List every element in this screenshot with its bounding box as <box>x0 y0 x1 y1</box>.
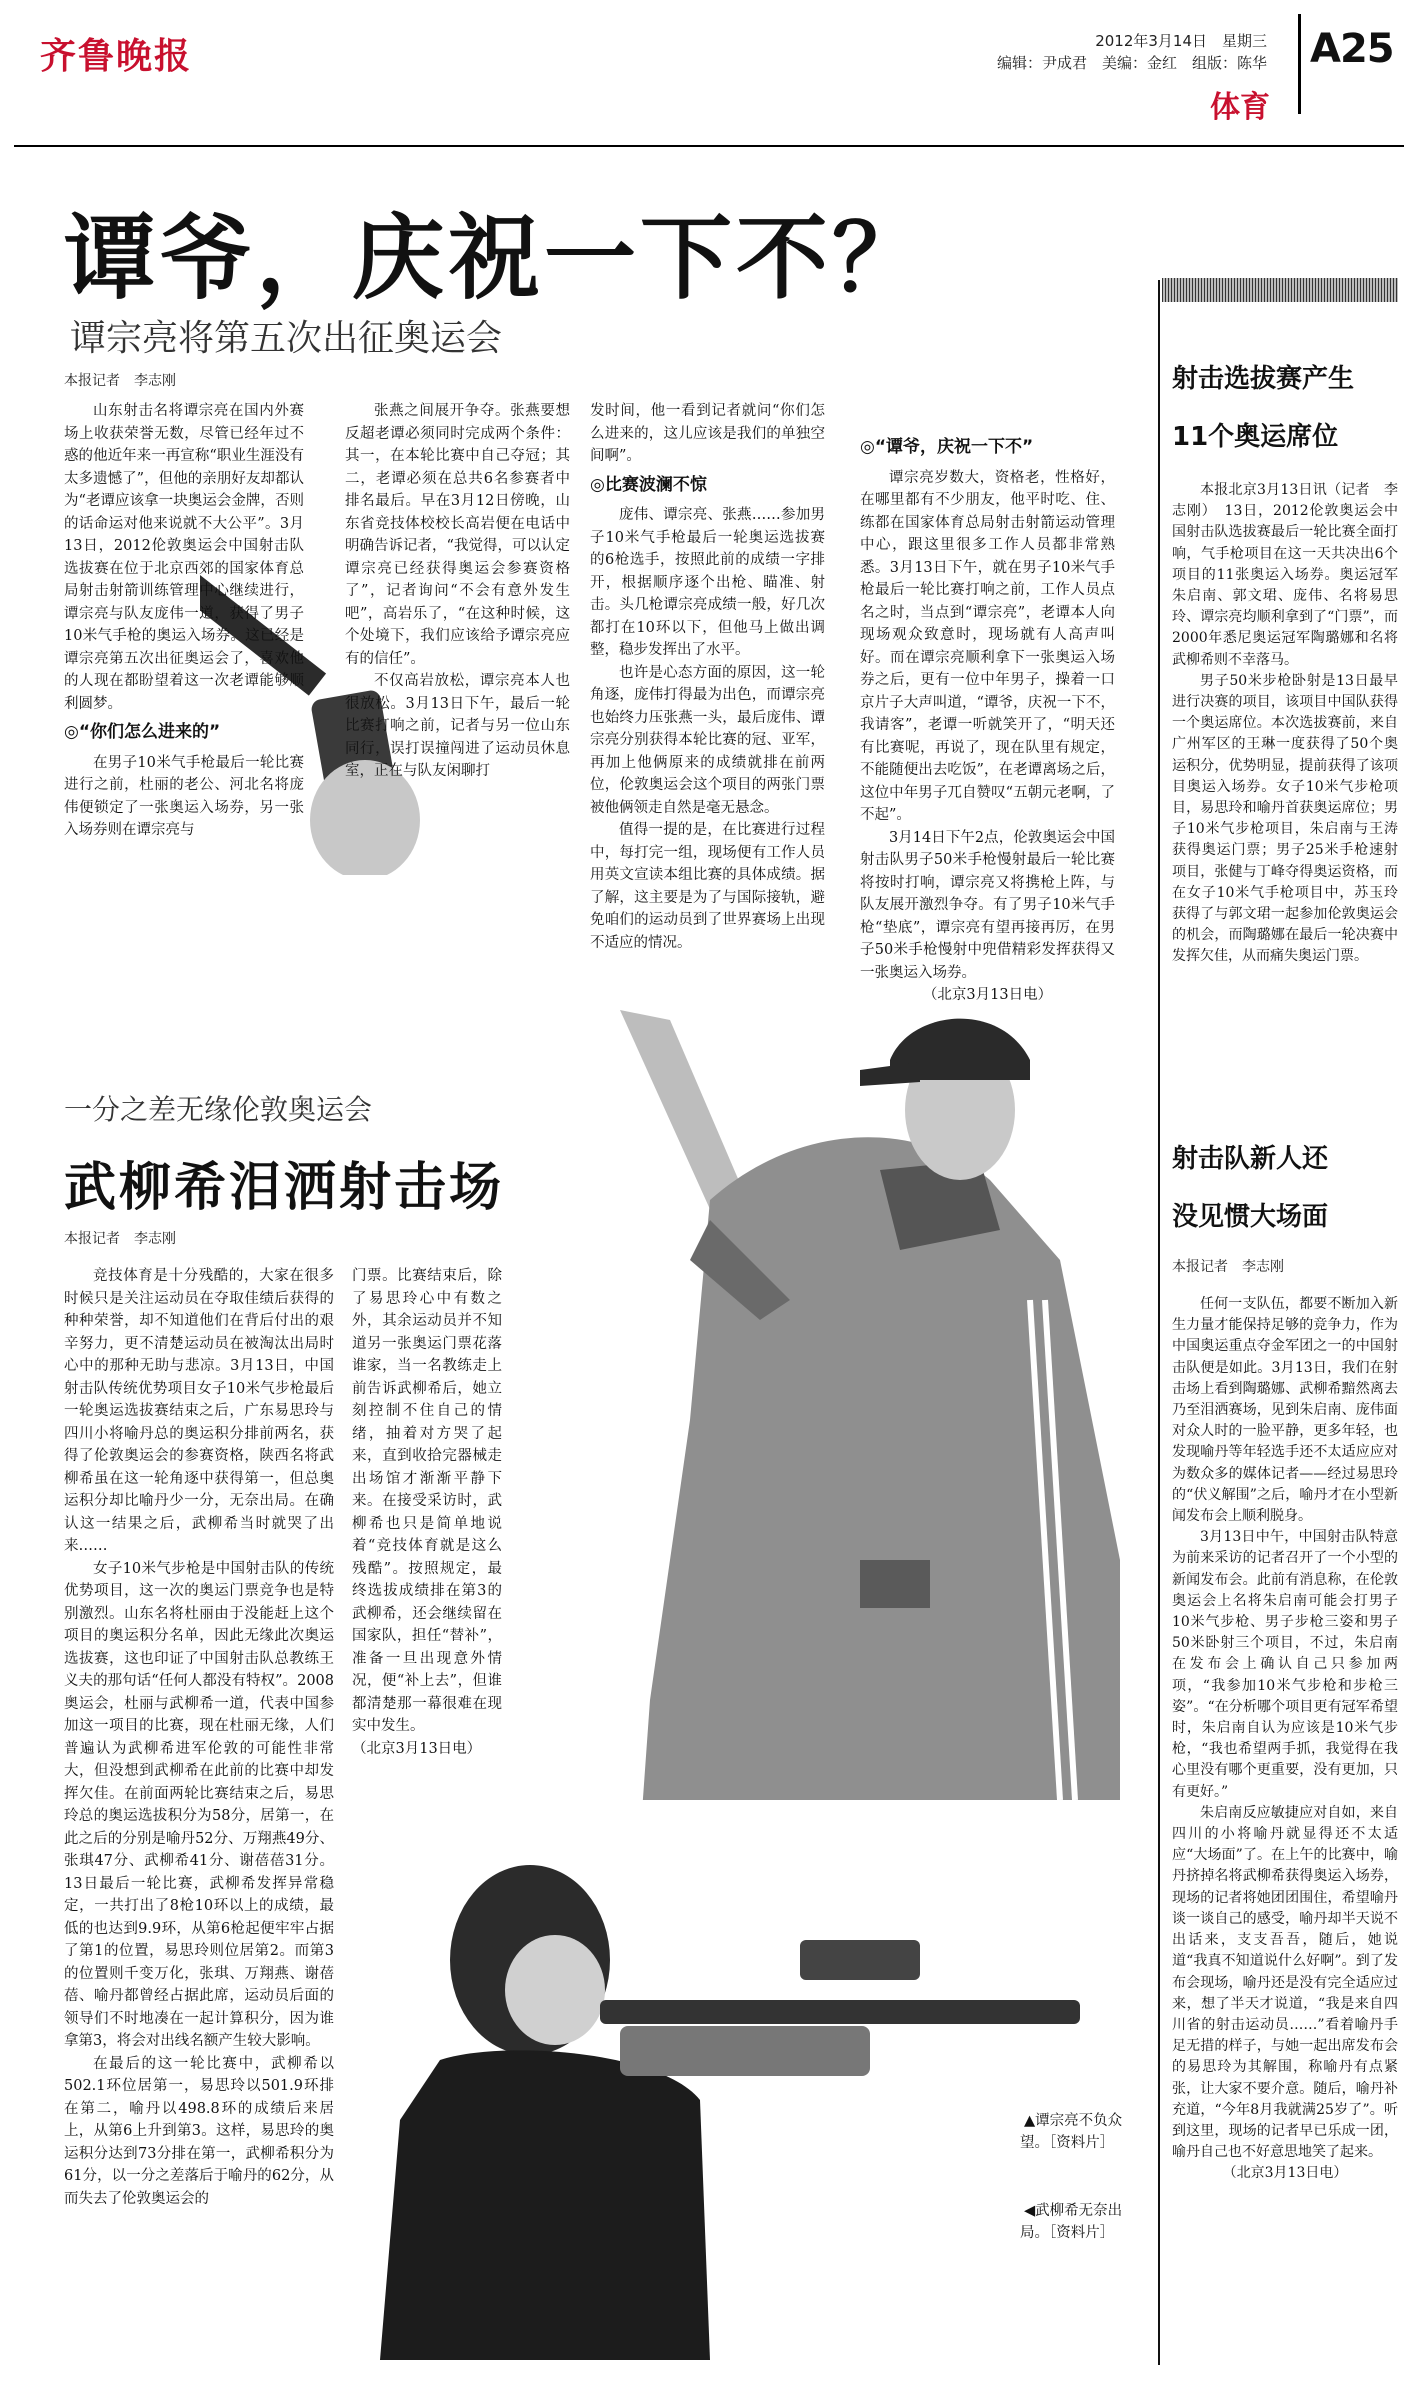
article1-column-4 <box>860 430 1115 1007</box>
dateline: （北京3月13日电） <box>352 1740 482 1757</box>
sidebar-story-1 <box>1172 350 1398 968</box>
paragraph: 不仅高岩放松，谭宗亮本人也很放松。3月13日下午，最后一轮比赛打响之前，记者与另一位山东同行，误打误撞闯进了运动员休息室，正在与队友闲聊打 <box>345 673 570 779</box>
article2-byline: 本报记者 李志刚 <box>64 1231 176 1247</box>
dateline: （北京3月13日电） <box>1222 2165 1348 2182</box>
staff-line: 编辑：尹成君 美编：金红 组版：陈华 <box>996 54 1267 72</box>
paragraph: 也许是心态方面的原因，这一轮角逐，庞伟打得最为出色，而谭宗亮也始终力压张燕一头，最后庞伟、谭宗亮分别获得本轮比赛的冠、亚军，再加上他俩原来的成绩就排在前两位，伦敦奥运会这个项目的两张门票被他俩领走自然是毫无悬念。 <box>590 664 825 816</box>
newspaper-logo: 齐鲁晚报 <box>40 35 193 77</box>
sidebar-body <box>1172 1294 1398 2185</box>
paragraph: 竞技体育是十分残酷的，大家在很多时候只是关注运动员在夺取佳绩后获得的种种荣誉，却不知道他们在背后付出的艰辛努力，更不清楚运动员在被淘汰出局时心中的那种无助与悲凉。3月13日，中国射击队传统优势项目女子10米气步枪最后一轮奥运选拔赛结束之后，广东易思玲与四川小将喻丹总的奥运积分排前两名，获得了伦敦奥运会的参赛资格，陕西名将武柳希虽在这一轮角逐中获得第一，但总奥运积分却比喻丹少一分，无奈出局。在确认这一结果之后，武柳希当时就哭了出来…… <box>64 1268 334 1554</box>
sidebar-body <box>1172 480 1398 968</box>
paragraph: 3月13日中午，中国射击队特意为前来采访的记者召开了一个小型的新闻发布会。此前有消息称，在伦敦奥运会上名将朱启南可能会打男子10米气步枪、男子步枪三姿和男子50米卧射三个项目，不过，朱启南在发布会上确认自己只参加两项，“我参加10米气步枪和步枪三姿”。“在分析哪个项目更有冠军希望时，朱启南自认为应该是10米气步枪，“我也希望两手抓，我觉得在我心里没有哪个更重要，没有更加，只有更好。” <box>1172 1529 1398 1800</box>
sidebar-pattern-bar <box>1162 278 1398 302</box>
paragraph: 发时间，他一看到记者就问“你们怎么进来的，这儿应该是我们的单独空间啊”。 <box>590 403 825 464</box>
date-line: 2012年3月14日 星期三 <box>1095 32 1267 50</box>
article2-kicker: 一分之差无缘伦敦奥运会 <box>64 1093 373 1126</box>
paragraph: 3月14日下午2点，伦敦奥运会中国射击队男子50米手枪慢射最后一轮比赛将按时打响，谭宗亮又将携枪上阵，与队友展开激烈争夺。有了男子10米气手枪“垫底”，谭宗亮有望再接再厉，在男子50米手枪慢射中兜借精彩发挥获得又一张奥运入场券。 <box>860 829 1115 981</box>
sidebar-byline: 本报记者 李志刚 <box>1172 1259 1284 1275</box>
photo-caption-tan: ▲谭宗亮不负众望。［资料片］ <box>1020 2113 1123 2151</box>
paragraph: 值得一提的是，在比赛进行过程中，每打完一组，现场便有工作人员用英文宣读本组比赛的具体成绩。据了解，这主要是为了与国际接轨，避免咱们的运动员到了世界赛场上出现不适应的情况。 <box>590 822 825 951</box>
article-subheadline: 谭宗亮将第五次出征奥运会 <box>70 318 503 359</box>
issue-meta <box>997 30 1267 74</box>
article1-column-1 <box>64 400 304 842</box>
paragraph: 男子50米步枪卧射是13日最早进行决赛的项目，该项目中国队获得一个奥运席位。本次选拔赛前，来自广州军区的王琳一度获得了50个奥运积分，优势明显，提前获得了该项目奥运入场券。女子10米气步枪项目，易思玲和喻丹首获奥运席位；男子10米气步枪项目，朱启南与王涛获得奥运门票；男子25米手枪速射项目，张健与丁峰夺得奥运资格，而在女子10米气手枪项目中，苏玉玲获得了与郭文珺一起参加伦敦奥运会的机会，而陶璐娜在最后一轮决赛中发挥欠佳，从而痛失奥运门票。 <box>1172 672 1398 965</box>
paragraph: 在最后的这一轮比赛中，武柳希以502.1环位居第一，易思玲以501.9环排在第二，喻丹以498.8环的成绩后来居上，从第6上升到第3。这样，易思玲的奥运积分达到73分排在第一，武柳希积分为61分，以一分之差落后于喻丹的62分，从而失去了伦敦奥运会的 <box>64 2055 334 2207</box>
paragraph: 本报北京3月13日讯（记者 李志刚） 13日，2012伦敦奥运会中国射击队选拔赛最后一轮比赛全面打响，气手枪项目在这一天共决出6个项目的11张奥运入场券。奥运冠军朱启南、郭文珺、庞伟、名将易思玲、谭宗亮均顺利拿到了“门票”，而2000年悉尼奥运冠军陶璐娜和名将武柳希则不幸落马。 <box>1172 482 1398 668</box>
paragraph: 任何一支队伍，都要不断加入新生力量才能保持足够的竞争力，作为中国奥运重点夺金军团之一的中国射击队便是如此。3月13日，我们在射击场上看到陶璐娜、武柳希黯然离去乃至泪洒赛场，见到朱启南、庞伟面对众人时的一脸平静，更多年轻，也发现喻丹等年轻选手还不太适应应对为数众多的媒体记者——经过易思玲的“伏义解围”之后，喻丹才在小型新闻发布会上顺利脱身。 <box>1172 1296 1398 1525</box>
page-number-divider <box>1298 14 1301 114</box>
article-byline: 本报记者 李志刚 <box>64 373 176 389</box>
article1-column-3 <box>590 400 825 954</box>
crosshead: ◎“谭爷，庆祝一下不” <box>860 437 1034 457</box>
article1-column-2 <box>345 400 570 783</box>
article2-column-2 <box>352 1265 502 1760</box>
dateline: （北京3月13日电） <box>922 987 1053 1003</box>
article-headline: 谭爷，庆祝一下不？ <box>64 205 929 312</box>
crosshead: ◎比赛波澜不惊 <box>590 474 707 495</box>
sidebar-headline: 射击队新人还 没见惯大场面 <box>1172 1144 1329 1232</box>
page-number: A25 <box>1310 26 1394 72</box>
section-label: 体育 <box>1210 90 1270 125</box>
header-rule <box>14 145 1404 147</box>
sidebar-rule <box>1158 280 1160 2365</box>
sidebar-story-2 <box>1172 1130 1398 2185</box>
article2-headline: 武柳希泪洒射击场 <box>64 1158 505 1218</box>
crosshead: ◎“你们怎么进来的” <box>64 722 221 742</box>
photo-caption-wu: ◀武柳希无奈出局。［资料片］ <box>1020 2203 1123 2241</box>
article2-column-1 <box>64 1265 334 2355</box>
paragraph: 山东射击名将谭宗亮在国内外赛场上收获荣誉无数，尽管已经年过不惑的他近年来一再宣称“职业生涯没有太多遗憾了”，但他的亲朋好友却都认为“老谭应该拿一块奥运会金牌，否则的话命运对他来说就不大公平”。3月13日，2012伦敦奥运会中国射击队选拔赛在位于北京西郊的国家体育总局射击射箭训练管理中心继续进行，谭宗亮与队友庞伟一道，获得了男子10米气手枪的奥运入场券。这已经是谭宗亮第五次出征奥运会了，喜欢他的人现在都盼望着这一次老谭能够顺利圆梦。 <box>64 403 304 712</box>
paragraph: 庞伟、谭宗亮、张燕……参加男子10米气手枪最后一轮奥运选拔赛的6枪选手，按照此前的成绩一字排开，根据顺序逐个出枪、瞄准、射击。头几枪谭宗亮成绩一般，好几次都打在10环以下，但他马上做出调整，稳步发挥出了水平。 <box>590 507 825 658</box>
sidebar-headline: 射击选拔赛产生 11个奥运席位 <box>1172 364 1355 452</box>
paragraph: 谭宗亮岁数大，资格老，性格好，在哪里都有不少朋友，他平时吃、住、练都在国家体育总局射击射箭运动管理中心，跟这里很多工作人员都非常熟悉。3月13日下午，就在男子10米气手枪最后一轮比赛打响之前，工作人员点名之时，当点到“谭宗亮”，老谭本人向现场观众致意时，现场就有人高声叫好。而在谭宗亮顺利拿下一张奥运入场券之后，更有一位中年男子，操着一口京片子大声叫道，“谭爷，庆祝一下不，我请客”，老谭一听就笑开了，“明天还有比赛呢，再说了，现在队里有规定，不能随便出去吃饭”，在老谭离场之后，这位中年男子兀自赞叹“五朝元老啊，了不起”。 <box>860 469 1115 823</box>
paragraph: 张燕之间展开争夺。张燕要想反超老谭必须同时完成两个条件：其一，在本轮比赛中自己夺冠；其二，老谭必须在总共6名参赛者中排名最后。早在3月12日傍晚，山东省竞技体校校长高岩便在电话中明确告诉记者，“我觉得，可以认定谭宗亮已经获得奥运会参赛资格了”，记者询问“不会有意外发生吧”，高岩乐了，“在这种时候，这个处境下，我们应该给予谭宗亮应有的信任”。 <box>345 403 570 667</box>
paragraph: 门票。比赛结束后，除了易思玲心中有数之外，其余运动员并不知道另一张奥运门票花落谁家，当一名教练走上前告诉武柳希后，她立刻控制不住自己的情绪，抽着对方哭了起来，直到收拾完器械走出场馆才渐渐平静下来。在接受采访时，武柳希也只是简单地说着“竞技体育就是这么残酷”。按照规定，最终选拔成绩排在第3的武柳希，还会继续留在国家队，担任“替补”，准备一旦出现意外情况，便“补上去”，但谁都清楚那一幕很难在现实中发生。 <box>352 1268 502 1734</box>
paragraph: 在男子10米气手枪最后一轮比赛进行之前，杜丽的老公、河北名将庞伟便锁定了一张奥运入场券，另一张入场券则在谭宗亮与 <box>64 754 304 838</box>
paragraph: 女子10米气步枪是中国射击队的传统优势项目，这一次的奥运门票竞争也是特别激烈。山东名将杜丽由于没能赶上这个项目的奥运积分名单，因此无缘此次奥运选拔赛，这也印证了中国射击队总教练王义夫的那句话“任何人都没有特权”。2008奥运会，杜丽与武柳希一道，代表中国参加这一项目的比赛，现在杜丽无缘，人们普遍认为武柳希进军伦敦的可能性非常大，但没想到武柳希在此前的比赛中却发挥欠佳。在前面两轮比赛结束之后，易思玲总的奥运选拔积分为58分，居第一，在此之后的分别是喻丹52分、万翔燕49分、张琪47分、武柳希41分、谢蓓蓓31分。13日最后一轮比赛，武柳希发挥异常稳定，一共打出了8枪10环以上的成绩，最低的也达到9.9环，从第6枪起便牢牢占据了第1的位置，易思玲则位居第2。而第3的位置则千变万化，张琪、万翔燕、谢蓓蓓、喻丹都曾经占据此席，运动员后面的领导们不时地凑在一起计算积分，因为谁拿第3，将会对出线名额产生较大影响。 <box>64 1560 334 2049</box>
paragraph: 朱启南反应敏捷应对自如，来自四川的小将喻丹就显得还不太适应“大场面”了。在上午的比赛中，喻丹挤掉名将武柳希获得奥运入场券，现场的记者将她团团围住，希望喻丹谈一谈自己的感受，喻丹却半天说不出话来，支支吾吾，随后，她说道“我真不知道说什么好啊”。到了发布会现场，喻丹还是没有完全适应过来，想了半天才说道，“我是来自四川省的射击运动员……”看着喻丹手足无措的样子，与她一起出席发布会的易思玲为其解围，称喻丹有点紧张，让大家不要介意。随后，喻丹补充道，“今年8月我就满25岁了”。听到这里，现场的记者早已乐成一团，喻丹自己也不好意思地笑了起来。 <box>1172 1804 1398 2161</box>
photo-wu-liuxi <box>380 1800 1120 2360</box>
